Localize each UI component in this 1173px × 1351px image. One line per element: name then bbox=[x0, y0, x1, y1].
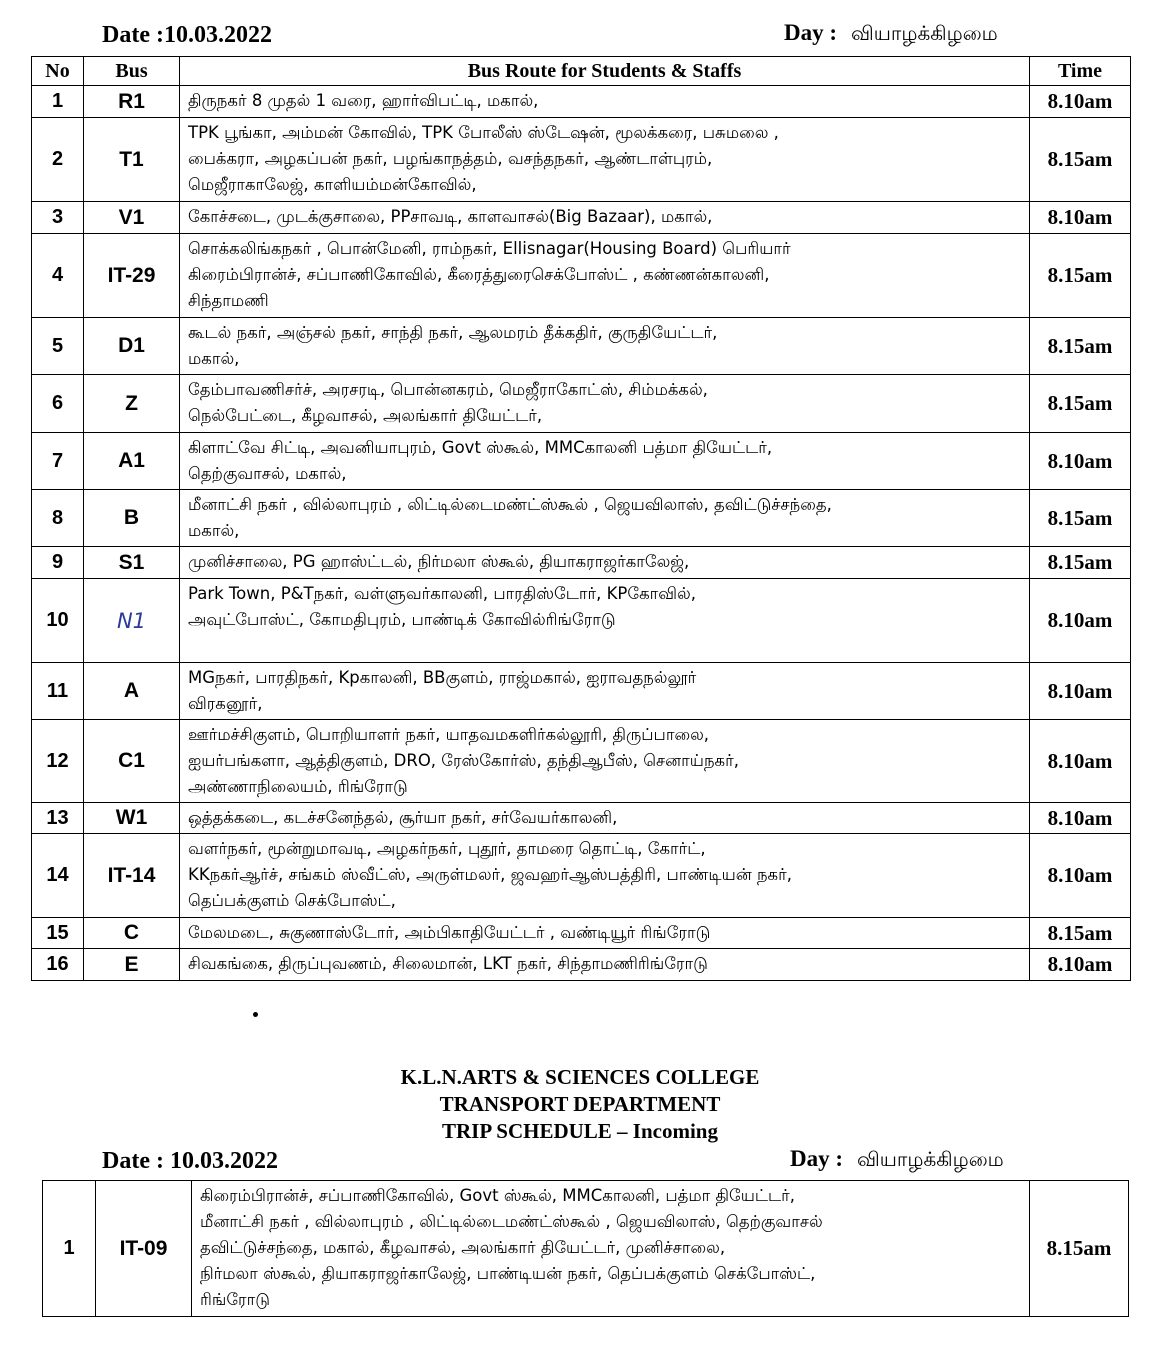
row-route: சொக்கலிங்கநகர் , பொன்மேனி, ராம்நகர், Ellisnagar(Housing Board) பெரியார் கிரைம்பிரான்ச், சப்பாணிகோவில், கீரைத்துரைசெக்போஸ்ட் , கண்ணன்காலனி, சிந்தாமணி bbox=[180, 234, 1030, 318]
table-row bbox=[32, 375, 1131, 433]
row-no: 9 bbox=[32, 547, 84, 579]
row-route: கூடல் நகர், அஞ்சல் நகர், சாந்தி நகர், ஆலமரம் தீக்கதிர், குருதியேட்டர், மகால், bbox=[180, 318, 1030, 375]
row-no: 15 bbox=[32, 918, 84, 949]
row-no: 10 bbox=[32, 579, 84, 663]
row-bus: E bbox=[84, 949, 180, 981]
row-route: கிரைம்பிரான்ச், சப்பாணிகோவில், Govt ஸ்கூல், MMCகாலனி, பத்மா தியேட்டர், மீனாட்சி நகர் , வில்லாபுரம் , லிட்டில்டைமண்ட்ஸ்கூல் , ஜெயவிலாஸ், தெற்குவாசல் தவிட்டுச்சந்தை, மகால், கீழவாசல், அலங்கார் தியேட்டர், முனிச்சாலை, நிர்மலா ஸ்கூல், தியாகராஜர்காலேஜ், பாண்டியன் நகர், தெப்பக்குளம் செக்போஸ்ட், ரிங்ரோடு bbox=[192, 1181, 1030, 1317]
row-no: 12 bbox=[32, 720, 84, 803]
row-time: 8.15am bbox=[1030, 318, 1131, 375]
header-time: Time bbox=[1030, 57, 1131, 86]
table-row bbox=[32, 118, 1131, 202]
table-row bbox=[32, 202, 1131, 234]
row-time: 8.10am bbox=[1030, 803, 1131, 834]
bottom-day-label: Day : bbox=[790, 1146, 844, 1171]
row-no: 13 bbox=[32, 803, 84, 834]
row-no: 3 bbox=[32, 202, 84, 234]
row-route: திருநகர் 8 முதல் 1 வரை, ஹார்விபட்டி, மகால், bbox=[180, 86, 1030, 118]
row-no: 5 bbox=[32, 318, 84, 375]
bottom-date: Date : 10.03.2022 bbox=[102, 1148, 278, 1174]
row-time: 8.10am bbox=[1030, 720, 1131, 803]
row-no: 4 bbox=[32, 234, 84, 318]
row-time: 8.10am bbox=[1030, 663, 1131, 720]
row-time: 8.15am bbox=[1030, 1181, 1129, 1317]
row-bus: C bbox=[84, 918, 180, 949]
row-bus: N1 bbox=[84, 579, 180, 663]
row-bus: B bbox=[84, 490, 180, 547]
top-day bbox=[784, 20, 998, 48]
table-row bbox=[32, 803, 1131, 834]
row-time: 8.15am bbox=[1030, 118, 1131, 202]
bottom-day-value: வியாழக்கிழமை bbox=[857, 1147, 1004, 1171]
row-bus: Z bbox=[84, 375, 180, 433]
row-route: கிளாட்வே சிட்டி, அவனியாபுரம், Govt ஸ்கூல், MMCகாலனி பத்மா தியேட்டர், தெற்குவாசல், மகால், bbox=[180, 433, 1030, 490]
row-route: கோச்சடை, முடக்குசாலை, PPசாவடி, காளவாசல்(Big Bazaar), மகால், bbox=[180, 202, 1030, 234]
row-bus: IT-29 bbox=[84, 234, 180, 318]
row-time: 8.10am bbox=[1030, 949, 1131, 981]
row-time: 8.15am bbox=[1030, 375, 1131, 433]
top-date: Date :10.03.2022 bbox=[102, 22, 272, 48]
table-row bbox=[32, 234, 1131, 318]
table-row bbox=[32, 579, 1131, 663]
row-no: 1 bbox=[43, 1181, 96, 1317]
row-no: 6 bbox=[32, 375, 84, 433]
row-bus: D1 bbox=[84, 318, 180, 375]
row-no: 11 bbox=[32, 663, 84, 720]
row-time: 8.15am bbox=[1030, 490, 1131, 547]
table-row bbox=[32, 318, 1131, 375]
row-time: 8.10am bbox=[1030, 202, 1131, 234]
table-row bbox=[32, 490, 1131, 547]
header-row bbox=[32, 57, 1131, 86]
row-bus: C1 bbox=[84, 720, 180, 803]
row-route: முனிச்சாலை, PG ஹாஸ்ட்டல், நிர்மலா ஸ்கூல், தியாகராஜர்காலேஜ், bbox=[180, 547, 1030, 579]
header-no: No bbox=[32, 57, 84, 86]
row-time: 8.15am bbox=[1030, 547, 1131, 579]
college-name: K.L.N.ARTS & SCIENCES COLLEGE bbox=[400, 1065, 760, 1089]
department-name: TRANSPORT DEPARTMENT bbox=[439, 1092, 721, 1116]
row-time: 8.10am bbox=[1030, 834, 1131, 918]
row-time: 8.15am bbox=[1030, 234, 1131, 318]
row-bus: IT-09 bbox=[96, 1181, 192, 1317]
row-route: ஒத்தக்கடை, கடச்சனேந்தல், சூர்யா நகர், சர்வேயர்காலனி, bbox=[180, 803, 1030, 834]
bottom-day bbox=[790, 1146, 1004, 1174]
row-bus: T1 bbox=[84, 118, 180, 202]
row-no: 14 bbox=[32, 834, 84, 918]
row-no: 1 bbox=[32, 86, 84, 118]
table-row bbox=[32, 834, 1131, 918]
college-titles bbox=[0, 1064, 1160, 1145]
header-bus: Bus bbox=[84, 57, 180, 86]
row-route: TPK பூங்கா, அம்மன் கோவில், TPK போலீஸ் ஸ்டேஷன், மூலக்கரை, பசுமலை , பைக்கரா, அழகப்பன் நகர், பழங்காநத்தம், வசந்தநகர், ஆண்டாள்புரம், மெஜீராகாலேஜ், காளியம்மன்கோவில், bbox=[180, 118, 1030, 202]
row-time: 8.10am bbox=[1030, 579, 1131, 663]
row-route: MGநகர், பாரதிநகர், Kpகாலனி, BBகுளம், ராஜ்மகால், ஐராவதநல்லூர் விரகனூர், bbox=[180, 663, 1030, 720]
row-bus: A1 bbox=[84, 433, 180, 490]
main-schedule-table bbox=[31, 56, 1131, 981]
row-time: 8.10am bbox=[1030, 433, 1131, 490]
row-bus: V1 bbox=[84, 202, 180, 234]
table-row bbox=[32, 720, 1131, 803]
row-no: 7 bbox=[32, 433, 84, 490]
table-row bbox=[32, 547, 1131, 579]
row-no: 2 bbox=[32, 118, 84, 202]
table-row bbox=[32, 949, 1131, 981]
table-row bbox=[32, 663, 1131, 720]
row-time: 8.15am bbox=[1030, 918, 1131, 949]
row-time: 8.10am bbox=[1030, 86, 1131, 118]
row-bus: W1 bbox=[84, 803, 180, 834]
row-bus: S1 bbox=[84, 547, 180, 579]
row-no: 8 bbox=[32, 490, 84, 547]
row-route: தேம்பாவணிசர்ச், அரசரடி, பொன்னகரம், மெஜீராகோட்ஸ், சிம்மக்கல், நெல்பேட்டை, கீழவாசல், அலங்கார் தியேட்டர், bbox=[180, 375, 1030, 433]
stray-dot bbox=[253, 1012, 258, 1017]
table-row bbox=[32, 433, 1131, 490]
table-row bbox=[43, 1181, 1129, 1317]
table-row bbox=[32, 918, 1131, 949]
row-route: மேலமடை, சுகுணாஸ்டோர், அம்பிகாதியேட்டர் , வண்டியூர் ரிங்ரோடு bbox=[180, 918, 1030, 949]
row-route: மீனாட்சி நகர் , வில்லாபுரம் , லிட்டில்டைமண்ட்ஸ்கூல் , ஜெயவிலாஸ், தவிட்டுச்சந்தை, மகால், bbox=[180, 490, 1030, 547]
incoming-schedule-table bbox=[42, 1180, 1129, 1317]
schedule-title: TRIP SCHEDULE – Incoming bbox=[442, 1119, 718, 1143]
row-bus: IT-14 bbox=[84, 834, 180, 918]
row-route: வளர்நகர், மூன்றுமாவடி, அழகர்நகர், புதூர், தாமரை தொட்டி, கோர்ட், KKநகர்ஆர்ச், சங்கம் ஸ்வீட்ஸ், அருள்மலர், ஜவஹர்ஆஸ்பத்திரி, பாண்டியன் நகர், தெப்பக்குளம் செக்போஸ்ட், bbox=[180, 834, 1030, 918]
row-route: சிவகங்கை, திருப்புவணம், சிலைமான், LKT நகர், சிந்தாமணிரிங்ரோடு bbox=[180, 949, 1030, 981]
header-route: Bus Route for Students & Staffs bbox=[180, 57, 1030, 86]
row-no: 16 bbox=[32, 949, 84, 981]
row-bus: R1 bbox=[84, 86, 180, 118]
row-bus: A bbox=[84, 663, 180, 720]
row-route: ஊர்மச்சிகுளம், பொறியாளர் நகர், யாதவமகளிர்கல்லூரி, திருப்பாலை, ஐயர்பங்களா, ஆத்திகுளம், DRO, ரேஸ்கோர்ஸ், தந்திஆபீஸ், செனாய்நகர், அண்ணாநிலையம், ரிங்ரோடு bbox=[180, 720, 1030, 803]
row-route: Park Town, P&Tநகர், வள்ளுவர்காலனி, பாரதிஸ்டோர், KPகோவில், அவுட்போஸ்ட், கோமதிபுரம், பாண்டிக் கோவில்ரிங்ரோடு bbox=[180, 579, 1030, 663]
top-day-label: Day : bbox=[784, 20, 838, 45]
table-row bbox=[32, 86, 1131, 118]
top-day-value: வியாழக்கிழமை bbox=[851, 21, 998, 45]
